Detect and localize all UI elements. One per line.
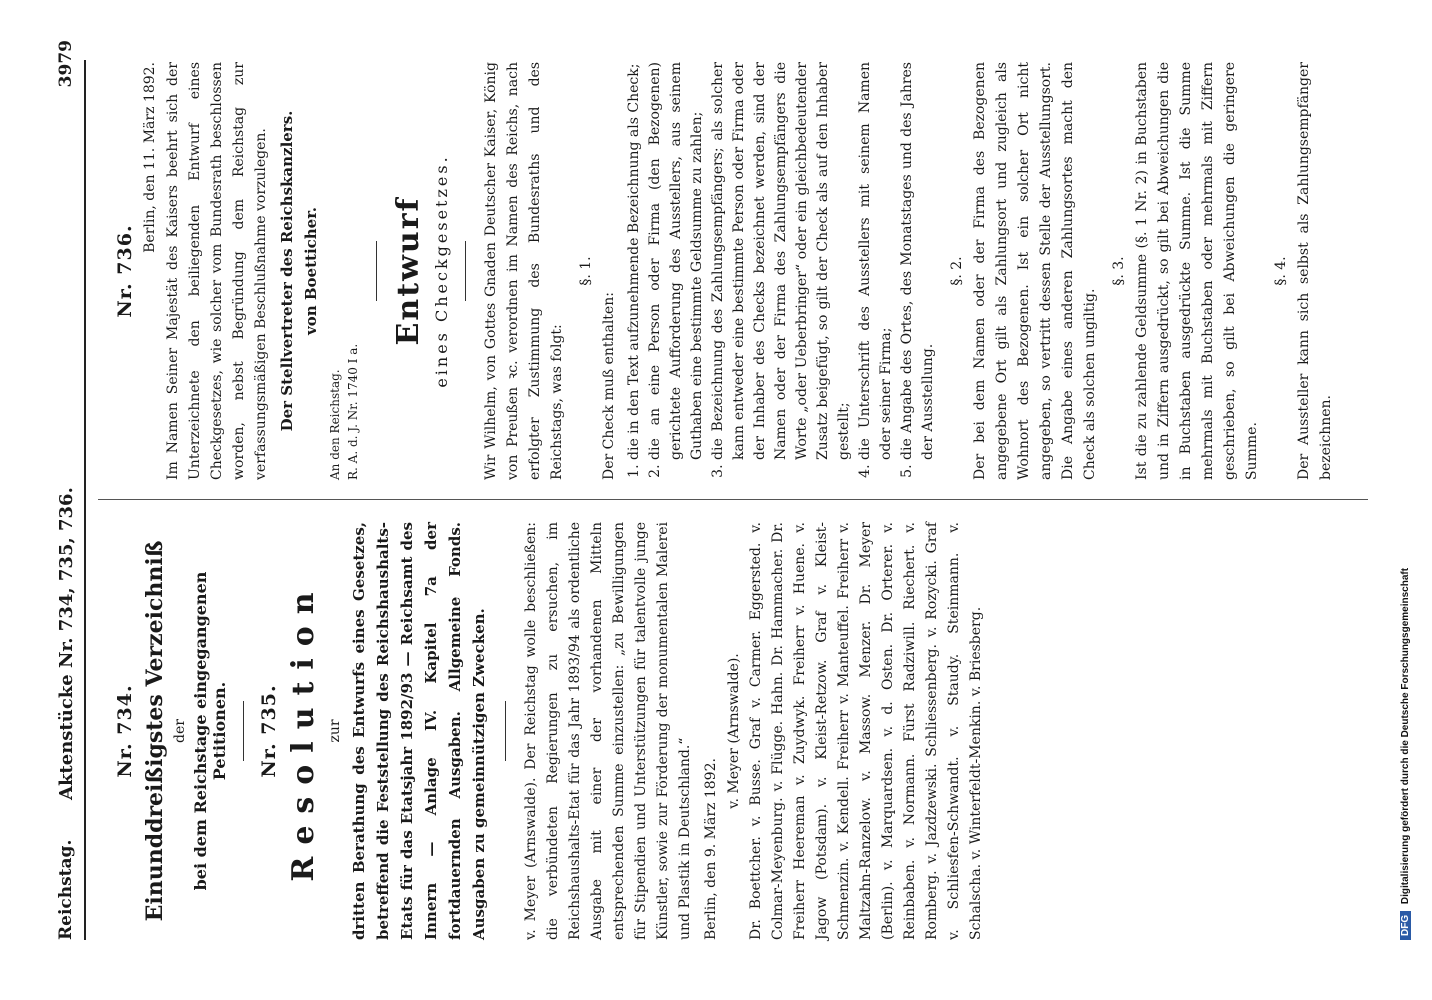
- separator: [465, 241, 466, 301]
- doc-number-736: Nr. 736.: [114, 224, 136, 318]
- draft-subheading: eines Checkgesetzes.: [432, 154, 451, 388]
- imprint-text: Digitalisierung gefördert durch die Deutsche Forschungsgemeinschaft: [1400, 567, 1411, 905]
- title-734: Einunddreißigstes Verzeichniß: [142, 540, 168, 922]
- section-1-heading: §. 1.: [578, 256, 594, 286]
- co-signers: Dr. Boettcher. v. Busse. Graf v. Carmer. Eggersted. v. Colmar-Meyenburg. v. Flügge. Hahn. Dr. Hammacher. Dr. Freiherr Heereman v. Zuydwyk. Freiherr v. Huene. v. Jagow (Potsdam). v. Kleist-Retzow. Graf v. Kleist-Schmenzin. v. Kendell. Freiherr v. Manteuffel. Freiherr v. Maltzahn-Ranzelow. v. Massow. Menzer. Dr. Meyer (Berlin). v. Marquardsen. v. d. Osten. Dr. Orterer. v. Reinbaben. v. Normann. Fürst Radziwill. Riechert. v. Romberg. v. Jazdzewski. Schliessenberg. v. Rozycki. Graf v. Schliesfen-Schwandt. v. Staudy. Steinmann. v. Schalscha. v. Winterfeldt-Menkin. v. Briesberg.: [748, 522, 984, 940]
- section-2-heading: §. 2.: [949, 256, 965, 286]
- section-4-text: Der Aussteller kann sich selbst als Zahlungsempfänger bezeichnen.: [1296, 62, 1334, 480]
- motion-text: v. Meyer (Arnswalde). Der Reichstag wolle beschließen: die verbündeten Regierungen zu ersuchen, im Reichshaushalts-Etat für das Jahr 1893/94 als ordentliche Ausgabe mit einer der vorhandenen Mitteln entsprechenden Summe einzustellen: „zu Bewilligungen für Stipendien und Unterstützungen für talentvolle junge Künstler, sowie zur Förderung der monumentalen Malerei und Plastik in Deutschland.“: [523, 522, 693, 940]
- section-3-text: Ist die zu zahlende Geldsumme (§. 1 Nr. 2) in Buchstaben und in Ziffern ausgedrückt, so gilt bei Abweichungen die in Buchstaben ausgedrückte Summe. Ist die Summe mehrmals mit Buchstaben oder mehrmals mit Ziffern geschrieben, so gilt bei Abweichungen die geringere Summe.: [1134, 62, 1260, 480]
- doc-number-734: Nr. 734.: [114, 684, 136, 778]
- list-item: 3. die Bezeichnung des Zahlungsempfängers; als solcher kann entweder eine bestimmte Person oder Firma oder der Inhaber des Checks bezeichnet werden, sind der Namen oder der Firma des Zahlungsempfängers die Worte „oder Ueberbringer“ oder ein gleichbedeutender Zusatz beigefügt, so gilt der Check als auf den Inhaber gestellt;: [708, 62, 855, 460]
- section-1-intro: Der Check muß enthalten:: [601, 292, 617, 480]
- motion-date: Berlin, den 9. März 1892.: [703, 758, 719, 940]
- dfg-logo: DFG: [1400, 911, 1411, 940]
- funding-imprint: [1400, 60, 1411, 940]
- separator: [505, 701, 506, 761]
- draft-heading: Entwurf: [391, 196, 426, 346]
- motion-signature: v. Meyer (Arnswalde).: [726, 653, 742, 809]
- resolution-text: dritten Berathung des Entwurfs eines Gesetzes, betreffend die Feststellung des Reichshaushalts-Etats für das Etatsjahr 1892/93 — Reichsamt des Innern — Anlage IV. Kapitel 7a der fortdauernden Ausgaben. Allgemeine Fonds. Ausgaben zu gemeinnützigen Zwecken.: [350, 522, 488, 940]
- separator: [376, 241, 377, 301]
- signatory-role: Der Stellvertreter des Reichskanzlers.: [278, 110, 296, 432]
- section-3-heading: §. 3.: [1111, 256, 1127, 286]
- section-4-heading: §. 4.: [1273, 256, 1289, 286]
- column-divider: [98, 499, 1368, 500]
- page-number: 3979: [56, 40, 76, 88]
- list-item: 1. die in den Text aufzunehmende Bezeichnung als Check;: [624, 62, 645, 460]
- section-1-list: [624, 62, 939, 480]
- address-line: An den Reichstag.: [328, 369, 342, 480]
- running-header: [56, 40, 86, 940]
- letter-date: Berlin, den 11. März 1892.: [142, 62, 158, 253]
- doc-number-735: Nr. 735.: [258, 684, 280, 778]
- list-item: 4. die Unterschrift des Ausstellers mit seinem Namen oder seiner Firma;: [855, 62, 897, 460]
- letter-intro: Im Namen Seiner Majestät des Kaisers beehrt sich der Unterzeichnete den beiliegenden Entwurf eines Checkgesetzes, wie solcher vom Bundesrath beschlossen worden, nebst Begründung dem Reichstag zur verfassungsmäßigen Beschlußnahme vorzulegen.: [165, 62, 269, 480]
- header-rule: [84, 60, 86, 940]
- list-item: 5. die Angabe des Ortes, des Monatstages und des Jahres der Ausstellung.: [897, 62, 939, 460]
- resolution-zur: zur: [327, 719, 343, 743]
- header-center: Aktenstücke Nr. 734, 735, 736.: [56, 487, 77, 800]
- resolution-heading: Resolution: [286, 580, 321, 882]
- left-column: [104, 522, 987, 940]
- preamble: Wir Wilhelm, von Gottes Gnaden Deutscher Kaiser, König von Preußen ꝛc. verordnen im Namen des Reichs, nach erfolgter Zustimmung des Bundesraths und des Reichstags, was folgt:: [483, 62, 565, 480]
- section-2-text: Der bei dem Namen oder der Firma des Bezogenen angegebene Ort gilt als Zahlungsort und zugleich als Wohnort des Bezogenen. Ist ein solcher Ort nicht angegeben, so vertritt dessen Stelle der Ausstellungsort. Die Angabe eines anderen Zahlungsortes macht den Check als solchen ungiltig.: [972, 62, 1098, 480]
- reference-line: R. A. d. J. Nr. 1740 I a.: [346, 343, 360, 480]
- title-der: der: [172, 719, 188, 743]
- signatory-name: von Boetticher.: [302, 207, 320, 335]
- header-left: Reichstag.: [56, 839, 76, 940]
- separator: [243, 701, 244, 761]
- right-column: [104, 62, 1341, 480]
- subtitle-734: bei dem Reichstage eingegangenen Petitionen.: [191, 571, 229, 891]
- list-item: 2. die an eine Person oder Firma (den Bezogenen) gerichtete Aufforderung des Ausstellers, aus seinem Guthaben eine bestimmte Geldsumme zu zahlen;: [645, 62, 708, 460]
